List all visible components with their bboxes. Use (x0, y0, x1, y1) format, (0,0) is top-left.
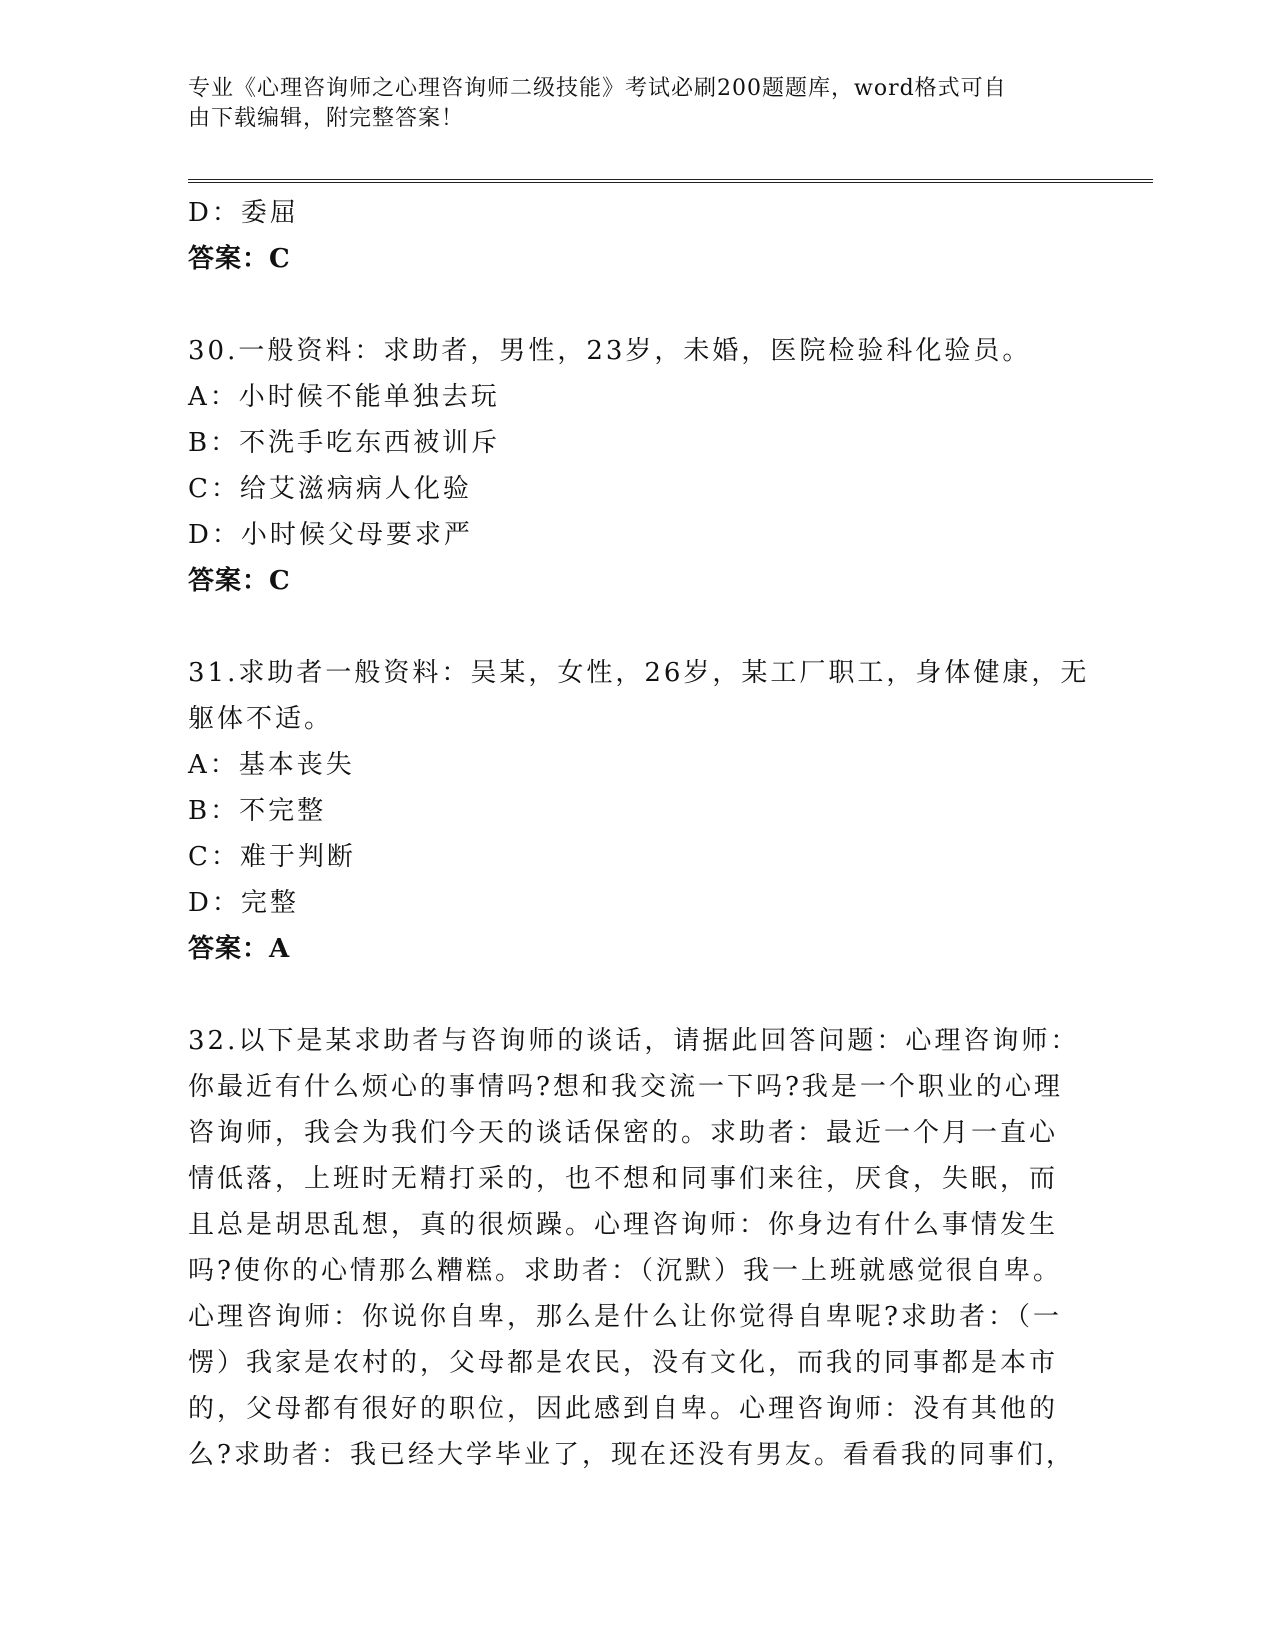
q30-answer: 答案：C (188, 566, 291, 596)
q30-option-c: C：给艾滋病病人化验 (188, 474, 472, 504)
q30-option-a: A：小时候不能单独去玩 (188, 382, 500, 412)
q30-stem: 30.一般资料：求助者，男性，23岁，未婚，医院检验科化验员。 (188, 336, 1032, 366)
q32-stem-line: 吗?使你的心情那么糟糕。求助者：（沉默）我一上班就感觉很自卑。 (188, 1256, 1062, 1286)
q30-option-d: D：小时候父母要求严 (188, 520, 473, 550)
q31-option-b: B：不完整 (188, 796, 327, 826)
q32-stem-line: 么?求助者：我已经大学毕业了，现在还没有男友。看看我的同事们， (188, 1440, 1075, 1470)
q32-stem-line: 心理咨询师：你说你自卑，那么是什么让你觉得自卑呢?求助者：（一 (188, 1302, 1062, 1332)
q29-option-d: D：委屈 (188, 198, 299, 228)
header-title-line-1: 专业《心理咨询师之心理咨询师二级技能》考试必刷200题题库，word格式可自 (188, 76, 1007, 101)
spacer (188, 282, 1088, 328)
spacer (188, 972, 1088, 1018)
q31-option-c: C：难于判断 (188, 842, 356, 872)
q32-stem-line: 你最近有什么烦心的事情吗?想和我交流一下吗?我是一个职业的心理 (188, 1072, 1063, 1102)
q32-stem-line: 愣）我家是农村的，父母都是农民，没有文化，而我的同事都是本市 (188, 1348, 1059, 1378)
q32-stem-line: 咨询师，我会为我们今天的谈话保密的。求助者：最近一个月一直心 (188, 1118, 1059, 1148)
header-divider (188, 179, 1153, 183)
q29-answer: 答案：C (188, 244, 291, 274)
q32-stem-line: 32.以下是某求助者与咨询师的谈话，请据此回答问题：心理咨询师： (188, 1026, 1080, 1056)
q32-stem-line: 的，父母都有很好的职位，因此感到自卑。心理咨询师：没有其他的 (188, 1394, 1059, 1424)
header-title-line-2: 由下载编辑，附完整答案！ (188, 106, 465, 131)
question-content (188, 190, 1088, 1478)
q31-stem-line-2: 躯体不适。 (188, 704, 334, 734)
q31-answer: 答案：A (188, 934, 291, 964)
spacer (188, 604, 1088, 650)
q32-stem-line: 且总是胡思乱想，真的很烦躁。心理咨询师：你身边有什么事情发生 (188, 1210, 1059, 1240)
q30-option-b: B：不洗手吃东西被训斥 (188, 428, 501, 458)
q31-option-d: D：完整 (188, 888, 299, 918)
q32-stem-line: 情低落，上班时无精打采的，也不想和同事们来往，厌食，失眠，而 (188, 1164, 1059, 1194)
q31-option-a: A：基本丧失 (188, 750, 355, 780)
q31-stem-line-1: 31.求助者一般资料：吴某，女性，26岁，某工厂职工，身体健康，无 (188, 658, 1090, 688)
document-header (188, 74, 1088, 134)
